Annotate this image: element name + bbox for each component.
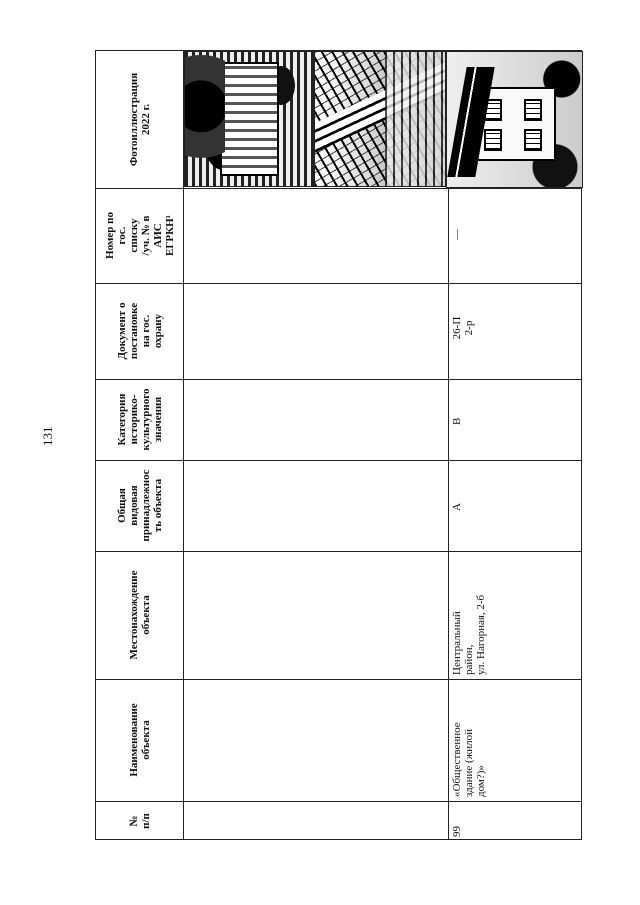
heritage-table: [95, 50, 582, 840]
header-document: Документ о постановке на гос. охрану: [115, 302, 164, 360]
header-num: № п/п: [128, 813, 152, 829]
building-facade: [220, 62, 279, 176]
tree-shadow: [185, 52, 225, 187]
header-location: Местонахождение объекта: [127, 570, 152, 660]
photo-2: [314, 51, 446, 187]
cell-document: 26-П 2-р: [451, 316, 475, 340]
page-number: 131: [40, 426, 55, 446]
cell-category: В: [451, 417, 463, 425]
photo-1: [184, 51, 314, 187]
header-photo: Фотоиллюстрация 2022 г.: [127, 72, 152, 167]
cell-num: 99: [451, 826, 463, 837]
cell-location: Центральный район, ул. Нагорная, 2-б: [451, 594, 487, 675]
header-reg-number: Номер по гос. списку /уч. № в АИС ЕГРКН¹: [103, 212, 176, 259]
cell-name: «Общественное здание (жилой дом?)»: [451, 722, 487, 797]
railing: [385, 52, 446, 187]
header-category: Категория историко- культурного значения: [115, 388, 164, 451]
cell-type: А: [451, 503, 463, 511]
header-type: Общая видовая принадлежнос ть объекта: [115, 469, 164, 542]
header-name: Наименование объекта: [127, 703, 152, 777]
photo-3: [446, 51, 583, 188]
cell-reg-number: —: [451, 229, 463, 240]
